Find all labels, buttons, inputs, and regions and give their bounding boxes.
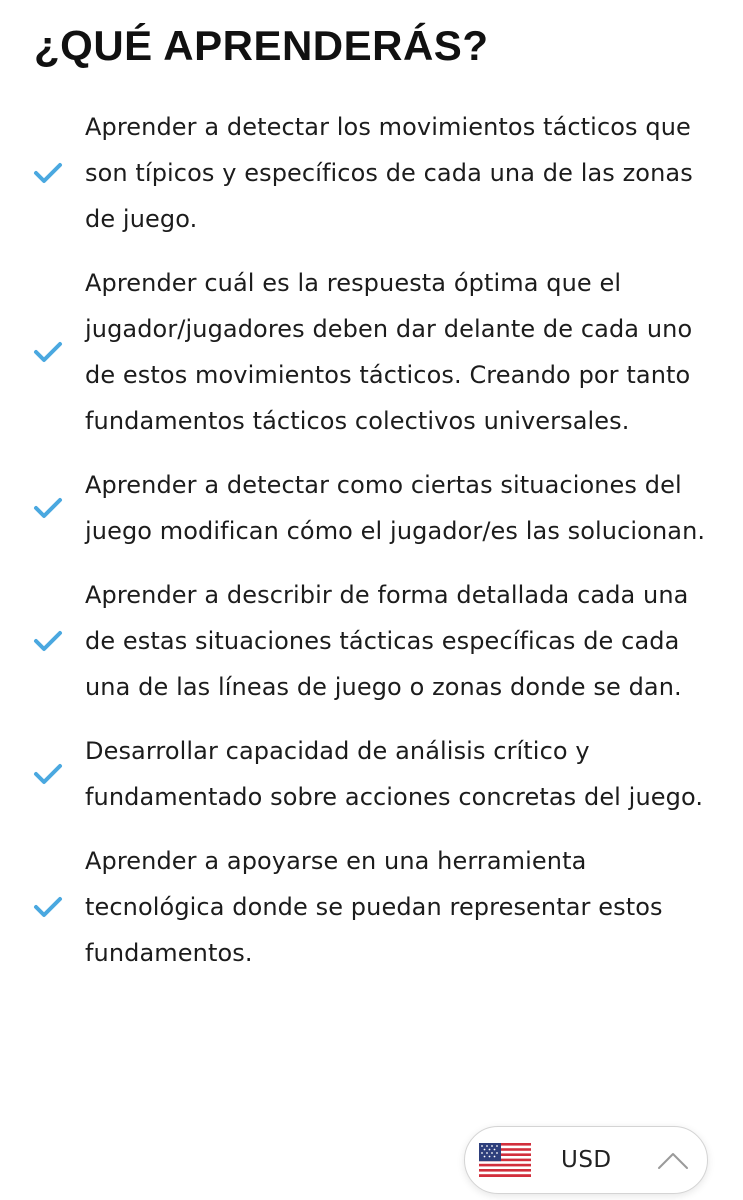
- chevron-up-icon[interactable]: [657, 1150, 689, 1170]
- us-flag-icon: [479, 1143, 531, 1177]
- list-item: [0, 572, 743, 710]
- checkmark-icon: [33, 341, 63, 363]
- benefit-text: Aprender cuál es la respuesta óptima que el jugador/jugadores deben dar delante de cada uno de estos movimientos tácticos. Creando por tanto fundamentos tácticos colectivos universales.: [85, 269, 693, 435]
- benefit-text: Desarrollar capacidad de análisis crítico y fundamentado sobre acciones concretas del juego.: [85, 737, 704, 811]
- checkmark-icon: [33, 630, 63, 652]
- list-item: [0, 462, 743, 554]
- currency-switcher[interactable]: [464, 1126, 708, 1194]
- checkmark-icon: [33, 497, 63, 519]
- benefit-text: Aprender a detectar como ciertas situaciones del juego modifican cómo el jugador/es las solucionan.: [85, 471, 706, 545]
- checkmark-icon: [33, 896, 63, 918]
- page-title: ¿QUÉ APRENDERÁS?: [34, 22, 489, 69]
- benefit-text: Aprender a detectar los movimientos tácticos que son típicos y específicos de cada una de las zonas de juego.: [85, 113, 693, 233]
- benefit-text: Aprender a describir de forma detallada cada una de estas situaciones tácticas específicas de cada una de las líneas de juego o zonas donde se dan.: [85, 581, 689, 701]
- benefit-text: Aprender a apoyarse en una herramienta tecnológica donde se puedan representar estos fundamentos.: [85, 847, 663, 967]
- list-item: [0, 728, 743, 820]
- list-item: [0, 104, 743, 242]
- currency-label: USD: [561, 1147, 612, 1173]
- benefits-list: [0, 104, 743, 994]
- list-item: [0, 260, 743, 444]
- checkmark-icon: [33, 162, 63, 184]
- list-item: [0, 838, 743, 976]
- checkmark-icon: [33, 763, 63, 785]
